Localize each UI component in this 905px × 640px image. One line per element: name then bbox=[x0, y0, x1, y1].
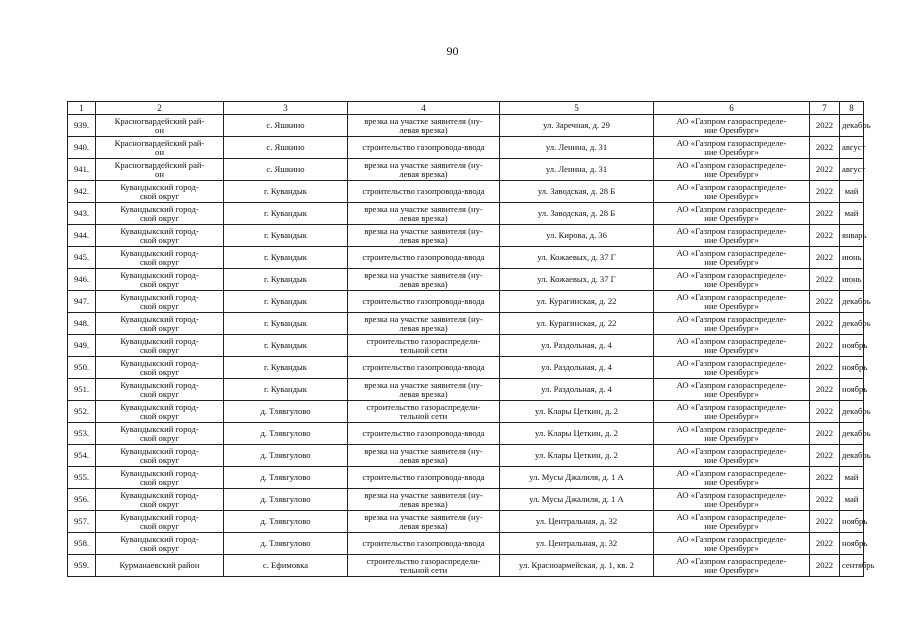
row-number-cell: 947. bbox=[68, 291, 96, 313]
header-cell: 7 bbox=[810, 102, 840, 115]
address-cell: ул. Заречная, д. 29 bbox=[500, 115, 654, 137]
year-cell: 2022 bbox=[810, 291, 840, 313]
organization-cell: АО «Газпром газораспределе- ние Оренбург» bbox=[654, 313, 810, 335]
organization-cell: АО «Газпром газораспределе- ние Оренбург» bbox=[654, 489, 810, 511]
table-row bbox=[68, 313, 864, 335]
address-cell: ул. Центральная, д. 32 bbox=[500, 533, 654, 555]
work-type-cell: строительство газопровода-ввода bbox=[348, 137, 500, 159]
year-cell: 2022 bbox=[810, 357, 840, 379]
table-row bbox=[68, 137, 864, 159]
work-type-cell: строительство газораспредели- тельной сети bbox=[348, 401, 500, 423]
settlement-cell: с. Ефимовка bbox=[224, 555, 348, 577]
settlement-cell: г. Кувандык bbox=[224, 247, 348, 269]
work-type-cell: врезка на участке заявителя (ну- левая врезка) bbox=[348, 269, 500, 291]
address-cell: ул. Центральная, д. 32 bbox=[500, 511, 654, 533]
year-cell: 2022 bbox=[810, 137, 840, 159]
table-row bbox=[68, 115, 864, 137]
organization-cell: АО «Газпром газораспределе- ние Оренбург» bbox=[654, 203, 810, 225]
address-cell: ул. Раздольная, д. 4 bbox=[500, 357, 654, 379]
district-cell: Кувандыкский город- ской округ bbox=[96, 225, 224, 247]
address-cell: ул. Кирова, д. 36 bbox=[500, 225, 654, 247]
work-type-cell: строительство газопровода-ввода bbox=[348, 291, 500, 313]
month-cell: ноябрь bbox=[840, 335, 864, 357]
district-cell: Красногвардейский рай- он bbox=[96, 159, 224, 181]
work-type-cell: строительство газопровода-ввода bbox=[348, 247, 500, 269]
work-type-cell: врезка на участке заявителя (ну- левая врезка) bbox=[348, 489, 500, 511]
header-row bbox=[68, 102, 864, 115]
year-cell: 2022 bbox=[810, 115, 840, 137]
district-cell: Красногвардейский рай- он bbox=[96, 115, 224, 137]
organization-cell: АО «Газпром газораспределе- ние Оренбург» bbox=[654, 467, 810, 489]
district-cell: Кувандыкский город- ской округ bbox=[96, 511, 224, 533]
settlement-cell: с. Яшкино bbox=[224, 137, 348, 159]
organization-cell: АО «Газпром газораспределе- ние Оренбург» bbox=[654, 335, 810, 357]
row-number-cell: 952. bbox=[68, 401, 96, 423]
year-cell: 2022 bbox=[810, 247, 840, 269]
work-type-cell: врезка на участке заявителя (ну- левая врезка) bbox=[348, 225, 500, 247]
settlement-cell: г. Кувандык bbox=[224, 225, 348, 247]
district-cell: Курманаевский район bbox=[96, 555, 224, 577]
table-body bbox=[68, 115, 875, 577]
month-cell: январь bbox=[840, 225, 864, 247]
table-row bbox=[68, 555, 864, 577]
header-cell: 2 bbox=[96, 102, 224, 115]
year-cell: 2022 bbox=[810, 445, 840, 467]
work-type-cell: врезка на участке заявителя (ну- левая врезка) bbox=[348, 445, 500, 467]
organization-cell: АО «Газпром газораспределе- ние Оренбург» bbox=[654, 115, 810, 137]
year-cell: 2022 bbox=[810, 467, 840, 489]
month-cell: декабрь bbox=[840, 313, 864, 335]
month-cell: ноябрь bbox=[840, 533, 864, 555]
month-cell: август bbox=[840, 159, 864, 181]
row-number-cell: 945. bbox=[68, 247, 96, 269]
settlement-cell: д. Тлявгулово bbox=[224, 511, 348, 533]
address-cell: ул. Клары Цеткин, д. 2 bbox=[500, 423, 654, 445]
work-type-cell: врезка на участке заявителя (ну- левая врезка) bbox=[348, 379, 500, 401]
organization-cell: АО «Газпром газораспределе- ние Оренбург» bbox=[654, 357, 810, 379]
header-cell: 3 bbox=[224, 102, 348, 115]
table-row bbox=[68, 489, 864, 511]
address-cell: ул. Ленина, д. 31 bbox=[500, 137, 654, 159]
district-cell: Кувандыкский город- ской округ bbox=[96, 247, 224, 269]
address-cell: ул. Мусы Джалиля, д. 1 А bbox=[500, 467, 654, 489]
organization-cell: АО «Газпром газораспределе- ние Оренбург» bbox=[654, 533, 810, 555]
district-cell: Кувандыкский город- ской округ bbox=[96, 445, 224, 467]
table-row bbox=[68, 159, 864, 181]
organization-cell: АО «Газпром газораспределе- ние Оренбург» bbox=[654, 511, 810, 533]
month-cell: декабрь bbox=[840, 445, 864, 467]
table-row bbox=[68, 467, 864, 489]
year-cell: 2022 bbox=[810, 511, 840, 533]
district-cell: Кувандыкский город- ской округ bbox=[96, 423, 224, 445]
address-cell: ул. Кожаевых, д. 37 Г bbox=[500, 247, 654, 269]
district-cell: Кувандыкский город- ской округ bbox=[96, 313, 224, 335]
organization-cell: АО «Газпром газораспределе- ние Оренбург» bbox=[654, 225, 810, 247]
district-cell: Кувандыкский город- ской округ bbox=[96, 203, 224, 225]
row-number-cell: 956. bbox=[68, 489, 96, 511]
month-cell: август bbox=[840, 137, 864, 159]
year-cell: 2022 bbox=[810, 489, 840, 511]
table-header bbox=[68, 102, 864, 115]
address-cell: ул. Клары Цеткин, д. 2 bbox=[500, 401, 654, 423]
work-type-cell: строительство газопровода-ввода bbox=[348, 181, 500, 203]
table-row bbox=[68, 203, 864, 225]
address-cell: ул. Курагинская, д. 22 bbox=[500, 291, 654, 313]
row-number-cell: 951. bbox=[68, 379, 96, 401]
address-cell: ул. Ленина, д. 31 bbox=[500, 159, 654, 181]
table-row bbox=[68, 357, 864, 379]
organization-cell: АО «Газпром газораспределе- ние Оренбург» bbox=[654, 379, 810, 401]
month-cell: ноябрь bbox=[840, 357, 864, 379]
row-number-cell: 959. bbox=[68, 555, 96, 577]
table-row bbox=[68, 269, 864, 291]
row-number-cell: 954. bbox=[68, 445, 96, 467]
settlement-cell: с. Яшкино bbox=[224, 159, 348, 181]
month-cell: май bbox=[840, 203, 864, 225]
work-type-cell: врезка на участке заявителя (ну- левая врезка) bbox=[348, 115, 500, 137]
address-cell: ул. Кожаевых, д. 37 Г bbox=[500, 269, 654, 291]
address-cell: ул. Мусы Джалиля, д. 1 А bbox=[500, 489, 654, 511]
year-cell: 2022 bbox=[810, 423, 840, 445]
organization-cell: АО «Газпром газораспределе- ние Оренбург» bbox=[654, 291, 810, 313]
month-cell: декабрь bbox=[840, 423, 864, 445]
organization-cell: АО «Газпром газораспределе- ние Оренбург» bbox=[654, 181, 810, 203]
organization-cell: АО «Газпром газораспределе- ние Оренбург» bbox=[654, 247, 810, 269]
row-number-cell: 942. bbox=[68, 181, 96, 203]
year-cell: 2022 bbox=[810, 313, 840, 335]
month-cell: ноябрь bbox=[840, 511, 864, 533]
month-cell: декабрь bbox=[840, 401, 864, 423]
settlement-cell: г. Кувандык bbox=[224, 291, 348, 313]
table-row bbox=[68, 335, 864, 357]
district-cell: Кувандыкский город- ской округ bbox=[96, 357, 224, 379]
header-cell: 8 bbox=[840, 102, 864, 115]
table-row bbox=[68, 181, 864, 203]
settlement-cell: г. Кувандык bbox=[224, 379, 348, 401]
year-cell: 2022 bbox=[810, 181, 840, 203]
row-number-cell: 950. bbox=[68, 357, 96, 379]
month-cell: июнь bbox=[840, 269, 864, 291]
year-cell: 2022 bbox=[810, 555, 840, 577]
table-row bbox=[68, 533, 864, 555]
table-row bbox=[68, 401, 864, 423]
settlement-cell: д. Тлявгулово bbox=[224, 489, 348, 511]
address-cell: ул. Заводская, д. 28 Б bbox=[500, 181, 654, 203]
row-number-cell: 943. bbox=[68, 203, 96, 225]
settlement-cell: г. Кувандык bbox=[224, 335, 348, 357]
month-cell: декабрь bbox=[840, 115, 864, 137]
address-cell: ул. Курагинская, д. 22 bbox=[500, 313, 654, 335]
year-cell: 2022 bbox=[810, 533, 840, 555]
row-number-cell: 939. bbox=[68, 115, 96, 137]
row-number-cell: 955. bbox=[68, 467, 96, 489]
district-cell: Кувандыкский город- ской округ bbox=[96, 533, 224, 555]
table-row bbox=[68, 511, 864, 533]
settlement-cell: г. Кувандык bbox=[224, 313, 348, 335]
district-cell: Кувандыкский город- ской округ bbox=[96, 269, 224, 291]
row-number-cell: 957. bbox=[68, 511, 96, 533]
year-cell: 2022 bbox=[810, 225, 840, 247]
header-cell: 4 bbox=[348, 102, 500, 115]
work-type-cell: врезка на участке заявителя (ну- левая врезка) bbox=[348, 313, 500, 335]
row-number-cell: 958. bbox=[68, 533, 96, 555]
month-cell: сентябрь bbox=[840, 555, 864, 577]
settlement-cell: д. Тлявгулово bbox=[224, 467, 348, 489]
address-cell: ул. Заводская, д. 28 Б bbox=[500, 203, 654, 225]
address-cell: ул. Раздольная, д. 4 bbox=[500, 335, 654, 357]
organization-cell: АО «Газпром газораспределе- ние Оренбург» bbox=[654, 159, 810, 181]
year-cell: 2022 bbox=[810, 335, 840, 357]
month-cell: май bbox=[840, 489, 864, 511]
row-number-cell: 946. bbox=[68, 269, 96, 291]
year-cell: 2022 bbox=[810, 203, 840, 225]
settlement-cell: д. Тлявгулово bbox=[224, 401, 348, 423]
month-cell: июнь bbox=[840, 247, 864, 269]
row-number-cell: 948. bbox=[68, 313, 96, 335]
header-cell: 5 bbox=[500, 102, 654, 115]
settlement-cell: с. Яшкино bbox=[224, 115, 348, 137]
settlement-cell: д. Тлявгулово bbox=[224, 445, 348, 467]
settlement-cell: д. Тлявгулово bbox=[224, 423, 348, 445]
district-cell: Кувандыкский город- ской округ bbox=[96, 379, 224, 401]
work-type-cell: строительство газопровода-ввода bbox=[348, 533, 500, 555]
year-cell: 2022 bbox=[810, 269, 840, 291]
month-cell: май bbox=[840, 181, 864, 203]
organization-cell: АО «Газпром газораспределе- ние Оренбург» bbox=[654, 269, 810, 291]
district-cell: Кувандыкский город- ской округ bbox=[96, 335, 224, 357]
row-number-cell: 944. bbox=[68, 225, 96, 247]
address-cell: ул. Клары Цеткин, д. 2 bbox=[500, 445, 654, 467]
settlement-cell: г. Кувандык bbox=[224, 181, 348, 203]
month-cell: май bbox=[840, 467, 864, 489]
organization-cell: АО «Газпром газораспределе- ние Оренбург» bbox=[654, 137, 810, 159]
work-type-cell: врезка на участке заявителя (ну- левая врезка) bbox=[348, 159, 500, 181]
work-type-cell: строительство газопровода-ввода bbox=[348, 357, 500, 379]
work-type-cell: строительство газораспредели- тельной сети bbox=[348, 335, 500, 357]
organization-cell: АО «Газпром газораспределе- ние Оренбург» bbox=[654, 401, 810, 423]
settlement-cell: д. Тлявгулово bbox=[224, 533, 348, 555]
work-type-cell: строительство газопровода-ввода bbox=[348, 423, 500, 445]
month-cell: декабрь bbox=[840, 291, 864, 313]
work-type-cell: врезка на участке заявителя (ну- левая врезка) bbox=[348, 203, 500, 225]
row-number-cell: 940. bbox=[68, 137, 96, 159]
organization-cell: АО «Газпром газораспределе- ние Оренбург» bbox=[654, 423, 810, 445]
district-cell: Кувандыкский город- ской округ bbox=[96, 181, 224, 203]
row-number-cell: 953. bbox=[68, 423, 96, 445]
header-cell: 1 bbox=[68, 102, 96, 115]
row-number-cell: 949. bbox=[68, 335, 96, 357]
work-type-cell: строительство газопровода-ввода bbox=[348, 467, 500, 489]
table-row bbox=[68, 423, 864, 445]
organization-cell: АО «Газпром газораспределе- ние Оренбург» bbox=[654, 445, 810, 467]
page-number: 90 bbox=[446, 44, 459, 58]
year-cell: 2022 bbox=[810, 401, 840, 423]
row-number-cell: 941. bbox=[68, 159, 96, 181]
district-cell: Красногвардейский рай- он bbox=[96, 137, 224, 159]
table-row bbox=[68, 379, 864, 401]
address-cell: ул. Раздольная, д. 4 bbox=[500, 379, 654, 401]
data-table bbox=[67, 101, 875, 577]
district-cell: Кувандыкский город- ской округ bbox=[96, 401, 224, 423]
year-cell: 2022 bbox=[810, 159, 840, 181]
district-cell: Кувандыкский город- ской округ bbox=[96, 489, 224, 511]
work-type-cell: врезка на участке заявителя (ну- левая врезка) bbox=[348, 511, 500, 533]
header-cell: 6 bbox=[654, 102, 810, 115]
table-row bbox=[68, 247, 864, 269]
settlement-cell: г. Кувандык bbox=[224, 203, 348, 225]
work-type-cell: строительство газораспредели- тельной сети bbox=[348, 555, 500, 577]
table-row bbox=[68, 445, 864, 467]
district-cell: Кувандыкский город- ской округ bbox=[96, 291, 224, 313]
settlement-cell: г. Кувандык bbox=[224, 357, 348, 379]
settlement-cell: г. Кувандык bbox=[224, 269, 348, 291]
table-row bbox=[68, 291, 864, 313]
organization-cell: АО «Газпром газораспределе- ние Оренбург» bbox=[654, 555, 810, 577]
month-cell: ноябрь bbox=[840, 379, 864, 401]
table-row bbox=[68, 225, 864, 247]
address-cell: ул. Красноармейская, д. 1, кв. 2 bbox=[500, 555, 654, 577]
year-cell: 2022 bbox=[810, 379, 840, 401]
district-cell: Кувандыкский город- ской округ bbox=[96, 467, 224, 489]
